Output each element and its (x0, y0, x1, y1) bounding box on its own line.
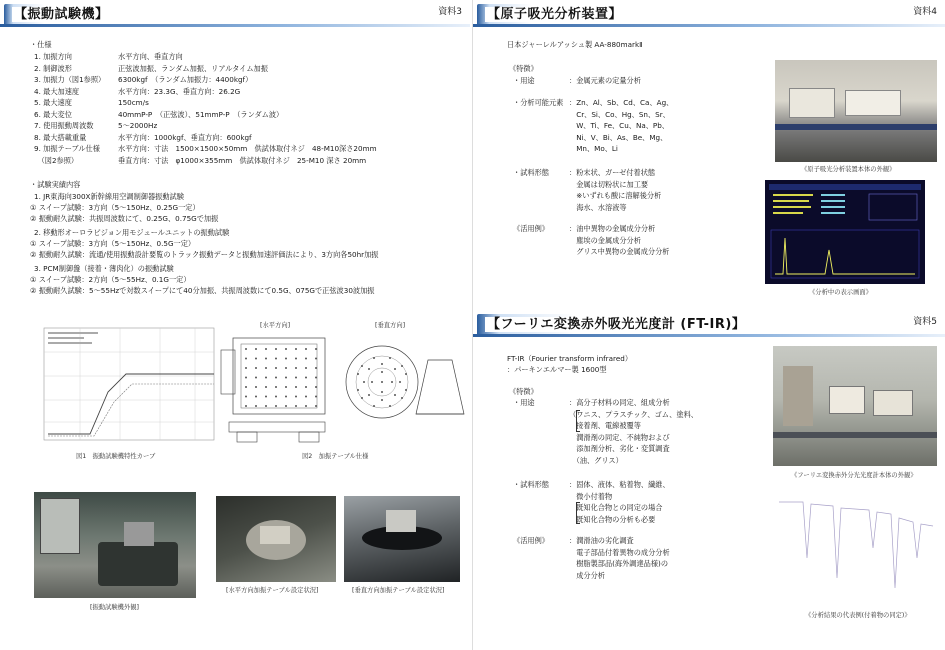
mount-hole (245, 386, 247, 388)
mount-hole (305, 396, 307, 398)
aas-header (473, 2, 945, 28)
ftir-photo-caption: 《フーリエ変換赤外分光光度計本体の外観》 (791, 472, 917, 479)
horizontal-table-photo (216, 496, 336, 582)
ftir-form-line: 微小付着物 (569, 491, 613, 501)
photo2-caption: [水平方向加振テーブル設定状況] (226, 587, 319, 594)
mount-hole (295, 367, 297, 369)
aas-examples-line: グリス中異物の金属成分分析 (569, 247, 670, 256)
aas-elements-line: Ni、V、Bi、As、Be、Mg、 (569, 132, 668, 142)
ftir-instrument-photo (773, 346, 937, 466)
ftir-use-line: （ワニス、プラスチック、ゴム、塗料、 (569, 409, 698, 419)
mount-hole (295, 405, 297, 407)
spec-value: 水平方向：1000kgf、垂直方向：600kgf (118, 132, 252, 142)
mount-hole (285, 386, 287, 388)
mount-hole (265, 377, 267, 379)
result-item: ② 振動耐久試験：5～55Hzで対数スイープにて40分加振、共振周波数にて0.5G、075Gで正弦波30波加振 (30, 286, 375, 295)
mount-hole (255, 358, 257, 360)
mount-hole (381, 381, 383, 383)
mount-hole (255, 367, 257, 369)
mount-hole (373, 405, 375, 407)
ftir-use-line: 接着剤、電線被覆等 (569, 421, 641, 430)
use-bracket (576, 410, 580, 432)
result-heading: 3. PCM制御盤（接着・薄肉化）の振動試験 (34, 264, 174, 273)
mount-hole (315, 405, 317, 407)
mount-hole (275, 396, 277, 398)
ftir-header (473, 312, 945, 338)
mount-hole (245, 367, 247, 369)
aas-elements-key: ・分析可能元素 (513, 98, 564, 107)
mount-hole (391, 381, 393, 383)
ftir-use-key: ・用途 (513, 398, 535, 407)
mount-hole (295, 377, 297, 379)
mount-hole (245, 396, 247, 398)
ftir-form-line: ：固体、液体、粘着物、繊維、 (569, 480, 670, 489)
aas-use-value: ：金属元素の定量分析 (569, 76, 641, 85)
mount-hole (285, 358, 287, 360)
mount-hole (265, 396, 267, 398)
mount-hole (315, 367, 317, 369)
vertical-table-drawing (340, 330, 468, 446)
mount-hole (275, 405, 277, 407)
mount-hole (295, 396, 297, 398)
mount-hole (255, 386, 257, 388)
ftir-features-label: 《特徴》 (509, 387, 538, 396)
ftir-name: FT-IR（Fourier transform infrared） (507, 354, 633, 363)
aas-use-key: ・用途 (513, 76, 535, 85)
spec-key: 4. 最大加速度 (34, 86, 80, 96)
aas-form-line: ※いずれも酸に溶解後分析 (569, 191, 662, 200)
aas-features-label: 《特徴》 (509, 64, 538, 73)
aas-elements-line: W、Ti、Fe、Cu、Na、Pb、 (569, 121, 669, 130)
spec-heading: ・仕様 (30, 40, 52, 49)
aas-screen-caption: 《分析中の表示画面》 (809, 289, 872, 296)
aas-examples-line: ：油中異物の金属成分分析 (569, 224, 656, 233)
aas-form-key: ・試料形態 (513, 168, 549, 177)
mount-hole (305, 386, 307, 388)
ftir-model: ：パーキンエルマー製 1600型 (507, 365, 607, 374)
mount-hole (285, 396, 287, 398)
aas-photo-caption: 《原子吸光分析装置本体の外観》 (801, 166, 896, 173)
spec-value: 水平方向、垂直方向 (118, 52, 183, 61)
mount-hole (381, 391, 383, 393)
spec-key: 6. 最大変位 (34, 109, 72, 119)
spec-key: 7. 使用振動周波数 (34, 121, 94, 130)
aas-elements-line: Cr、Si、Co、Hg、Sn、Sr、 (569, 109, 670, 119)
spec-key: 9. 加振テーブル仕様 (34, 144, 100, 153)
mount-hole (285, 348, 287, 350)
mount-hole (275, 348, 277, 350)
mount-hole (275, 358, 277, 360)
mount-hole (255, 348, 257, 350)
mount-hole (381, 363, 383, 365)
mount-hole (255, 396, 257, 398)
mount-hole (255, 377, 257, 379)
mount-hole (381, 371, 383, 373)
mount-hole (389, 357, 391, 359)
aas-examples-key: 《活用例》 (513, 224, 549, 233)
mount-hole (275, 386, 277, 388)
mount-hole (361, 365, 363, 367)
mount-hole (265, 386, 267, 388)
mount-hole (357, 389, 359, 391)
mount-hole (401, 397, 403, 399)
spec-value: 5～2000Hz (118, 121, 158, 130)
spec-value: 水平方向：23.3G、垂直方向：26.2G (118, 86, 241, 96)
ftir-form-line: 既知化合物との同定の場合 (569, 503, 663, 512)
result-item: ② 振動耐久試験：共振周波数にて、0.25G、0.75Gで加振 (30, 214, 219, 223)
photo3-caption: [垂直方向加振テーブル設定状況] (352, 587, 445, 594)
aas-form-line: ：粉末状、ガーゼ付着状態 (569, 168, 656, 177)
spec-value: 40mmP-P （正弦波）、51mmP-P （ランダム波） (118, 109, 284, 119)
aas-title: 【原子吸光分析装置】 (477, 4, 632, 26)
photo1-caption: [振動試験機外観] (90, 604, 139, 611)
aas-model: 日本ジャーレルアッシュ製 AA-880markⅡ (507, 40, 643, 49)
ftir-examples-key: 《活用例》 (513, 536, 549, 545)
characteristic-curve-figure (30, 322, 220, 450)
aas-instrument-photo (775, 60, 937, 162)
mount-hole (315, 358, 317, 360)
aas-form-line: 金属は切粉状に加工要 (569, 179, 649, 189)
mount-hole (295, 358, 297, 360)
spec-value: 垂直方向：寸法 φ1000×355mm 供試体取付ネジ 25-M10 深さ 20mm (118, 155, 367, 165)
ftir-examples-line: 樹脂製部品(海外調達品様)の (569, 559, 669, 568)
mount-hole (371, 381, 373, 383)
document-ref: 資料3 (438, 7, 462, 17)
mount-hole (315, 386, 317, 388)
mount-hole (399, 381, 401, 383)
spec-key: 5. 最大速度 (34, 98, 72, 107)
mount-hole (305, 358, 307, 360)
spec-key: 2. 制御波形 (34, 63, 72, 73)
aas-elements-line: Mn、Mo、Li (569, 144, 618, 153)
vertical-table-photo (344, 496, 460, 582)
mount-hole (394, 368, 396, 370)
mount-hole (285, 367, 287, 369)
spec-key: 1. 加振方向 (34, 52, 72, 61)
right-page (472, 0, 945, 650)
mount-hole (315, 348, 317, 350)
aas-elements-line: ：Zn、Al、Sb、Cd、Ca、Ag、 (569, 98, 674, 107)
mount-hole (275, 377, 277, 379)
ftir-use-line: ：高分子材料の同定、組成分析 (569, 398, 670, 407)
vibration-tester-photo (34, 492, 196, 598)
results-heading: ・試験実績内容 (30, 180, 81, 189)
mount-hole (275, 367, 277, 369)
mount-hole (265, 367, 267, 369)
mount-hole (285, 405, 287, 407)
spec-value: 150cm/s (118, 98, 149, 107)
page-title: 【振動試験機】 (4, 4, 119, 26)
mount-hole (368, 368, 370, 370)
mount-hole (265, 405, 267, 407)
spec-key: 3. 加振力（図1参照） (34, 75, 106, 84)
mount-hole (361, 397, 363, 399)
spec-value: 正弦波加振、ランダム加振、リアルタイム加振 (118, 63, 268, 73)
mount-hole (381, 399, 383, 401)
figure2-label-horizontal: [水平方向] (260, 322, 291, 329)
vibration-tester-header (0, 2, 470, 28)
mount-hole (405, 389, 407, 391)
document-ref: 資料5 (913, 317, 937, 327)
mount-hole (305, 377, 307, 379)
result-item: ① スイープ試験：3方向（5～150Hz、0.25G一定） (30, 203, 200, 212)
result-heading: 2. 移動形オーロラビジョン用モジュールユニットの振動試験 (34, 228, 230, 237)
mount-hole (315, 396, 317, 398)
result-item: ① スイープ試験：2方向（5～55Hz、0.1G一定） (30, 275, 191, 284)
result-heading: 1. JR東海向300X新幹線用空調制御器振動試験 (34, 192, 184, 201)
spec-key: （図2参照） (34, 155, 79, 165)
mount-hole (363, 381, 365, 383)
mount-hole (255, 405, 257, 407)
mount-hole (305, 367, 307, 369)
ftir-use-line: （油、グリス） (569, 455, 623, 465)
spec-key: 8. 最大搭載重量 (34, 132, 87, 142)
mount-hole (405, 373, 407, 375)
ftir-examples-line: ：潤滑油の劣化調査 (569, 536, 634, 545)
mount-hole (245, 405, 247, 407)
spec-value: 水平方向：寸法 1500×1500×50mm 供試体取付ネジ 48-M10深さ20mm (118, 144, 377, 153)
aas-form-line: 海水、水溶液等 (569, 202, 627, 212)
horizontal-table-drawing (215, 330, 335, 446)
ftir-examples-line: 成分分析 (569, 570, 605, 580)
mount-hole (389, 405, 391, 407)
spec-value: 6300kgf （ランダム加振力：4400kgf） (118, 75, 253, 84)
result-item: ② 振動耐久試験：流通/使用振動設計要覧のトラック振動データと振動加速評価法により、3方向各50hr加振 (30, 250, 379, 259)
figure1-caption: 図1 振動試験機特性カーブ (76, 453, 156, 460)
mount-hole (295, 386, 297, 388)
ftir-spectrum-caption: 《分析結果の代表例(付着物の同定)》 (805, 612, 911, 619)
ftir-examples-line: 電子部品付着異物の成分分析 (569, 547, 670, 557)
mount-hole (265, 358, 267, 360)
aas-examples-line: 塵埃の金属成分分析 (569, 235, 641, 245)
mount-hole (285, 377, 287, 379)
mount-hole (245, 358, 247, 360)
left-page (0, 0, 470, 650)
mount-hole (295, 348, 297, 350)
mount-hole (315, 377, 317, 379)
mount-hole (401, 365, 403, 367)
document-ref: 資料4 (913, 7, 937, 17)
mount-hole (245, 377, 247, 379)
header-rule (473, 334, 945, 337)
figure2-label-vertical: [垂直方向] (375, 322, 406, 329)
ftir-form-key: ・試料形態 (513, 480, 549, 489)
ftir-spectrum-image (773, 488, 937, 608)
mount-hole (357, 373, 359, 375)
form-bracket (576, 502, 580, 524)
result-item: ① スイープ試験：3方向（5～150Hz、0.5G一定） (30, 239, 196, 248)
mount-hole (305, 405, 307, 407)
mount-hole (305, 348, 307, 350)
ftir-use-line: 潤滑剤の同定、不純物および (569, 432, 670, 442)
ftir-use-line: 添加剤分析、劣化・変質調査 (569, 444, 670, 453)
mount-hole (245, 348, 247, 350)
mount-hole (394, 394, 396, 396)
mount-hole (373, 357, 375, 359)
header-rule (473, 24, 945, 27)
header-rule (0, 24, 470, 27)
ftir-form-line: 既知化合物の分析も必要 (569, 514, 656, 524)
mount-hole (368, 394, 370, 396)
figure2-caption: 図2 加振テーブル仕様 (302, 453, 369, 460)
aas-screen-image (765, 180, 925, 284)
ftir-title: 【フーリエ変換赤外吸光光度計 (FT-IR)】 (477, 314, 755, 336)
mount-hole (265, 348, 267, 350)
